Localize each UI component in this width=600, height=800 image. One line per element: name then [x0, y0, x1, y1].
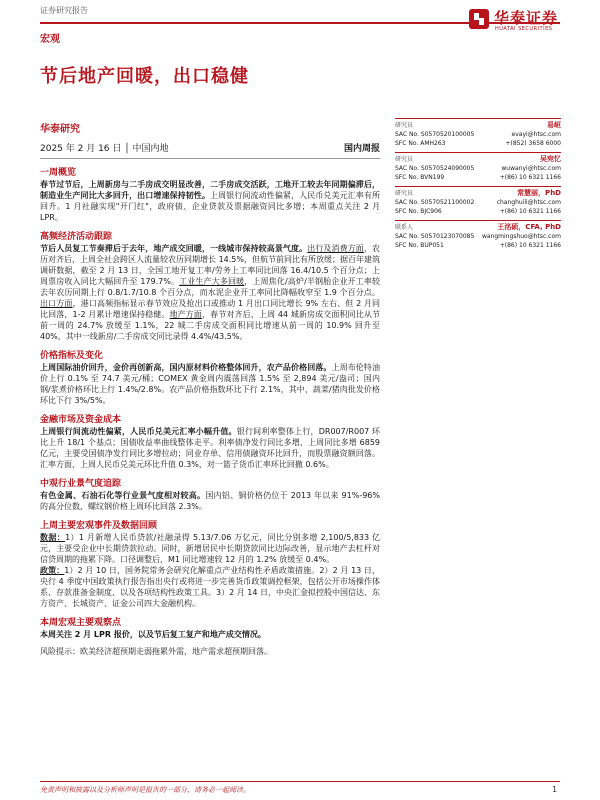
- company-logo: [468, 6, 562, 36]
- analyst-phone: +(86) 10 6321 1166: [499, 208, 561, 215]
- analyst-role: 联系人: [395, 224, 414, 231]
- analyst-card: [395, 118, 561, 148]
- report-type-label: 证券研究报告: [40, 6, 88, 15]
- analyst-sac: SAC No. S0570521100002: [395, 199, 475, 206]
- section-body: [40, 565, 380, 609]
- report-title: 节后地产回暖，出口稳健: [40, 66, 249, 87]
- section-high-frequency: [40, 229, 380, 342]
- key-summary: 本周关注 2 月 LPR 报价，以及节后复工复产和地产成交情况。: [40, 630, 266, 639]
- analyst-sac: SAC No. S0570123070085: [395, 233, 475, 240]
- topic-label: 政策：: [40, 566, 65, 575]
- analyst-panel: [395, 118, 561, 254]
- analyst-phone: +(86) 10 6321 1166: [499, 242, 561, 249]
- analyst-email[interactable]: wangmingshuo@htsc.com: [481, 233, 561, 240]
- topic-text: ，春节对齐后，上周 44 城新房成交面积同比从节前一周的 24.7% 放缓至 1.1%，22 城二手房成交面积同比增速从前一周的 10.9% 回升至 40%，其中一线新房/二手房成交同比录得 4.4%/43.5%。: [40, 310, 381, 341]
- section-weekly-overview: [40, 165, 380, 223]
- section-heading: 本周宏观主要观察点: [40, 618, 122, 628]
- footer-disclaimer: 免责声明和披露以及分析师声明是报告的一部分，请务必一起阅读。: [40, 786, 250, 794]
- analyst-phone: +(852) 3658 6000: [505, 140, 561, 147]
- analyst-card: [395, 186, 561, 216]
- section-body: [40, 490, 380, 512]
- summary-detail: 上周银行间流动性偏紧，人民币兑美元汇率有所回升。1 月社融实现"开门红"，政府债、企业贷款及票据融资同比多增；本周重点关注 2 月 LPR。: [40, 191, 380, 222]
- topic-text: ，港口高频指标显示春节效应及抢出口或推动 1 月出口同比增长 9% 左右、但 2 月同比回落，1-2 月累计增速保持稳健。: [40, 299, 380, 319]
- section-heading: 上周主要宏观事件及数据回顾: [40, 521, 158, 531]
- section-heading: 高频经济活动跟踪: [40, 232, 113, 242]
- analyst-name: 王洺硕，CFA, PhD: [497, 223, 561, 231]
- section-industry-tracking: [40, 476, 380, 512]
- section-heading: 金融市场及资金成本: [40, 415, 122, 425]
- key-summary: 上周国际油价回升，金价再创新高，国内原材料价格整体回升，农产品价格回落。: [40, 363, 332, 372]
- topic-label: 出行及消费方面: [307, 244, 364, 253]
- risk-warning: 风险提示：欧美经济超预期走弱拖累外需，地产需求超预期回落。: [40, 647, 272, 656]
- topic-text: ，上周焦化/高炉/半钢胎企业开工率较去年农历同期上行 0.8/1.7/10.8 个百分点，而水泥企业开工率同比降幅收窄至 1.9 个百分点。: [40, 277, 381, 297]
- topic-label: 地产方面: [169, 310, 203, 319]
- topic-label: 出口方面: [40, 299, 73, 308]
- analyst-role: 研究员: [395, 122, 414, 129]
- key-summary: 上周银行间流动性偏紧，人民币兑美元汇率小幅升值。: [40, 427, 237, 436]
- key-summary: 有色金属、石油石化等行业景气度相对较高。: [40, 491, 206, 500]
- footer-divider: [40, 781, 560, 782]
- section-risk: [40, 646, 380, 657]
- analyst-sfc: SFC No. BJC906: [395, 208, 442, 215]
- analyst-card: [395, 220, 561, 250]
- section-body: [40, 362, 380, 406]
- topic-text: ，农历对齐后，上周全社会跨区人流量较农历同期增长 14.5%，但航节前同比有所放缓；据百年建筑调研数据，截至 2 月 13 日，全国工地开复工率/劳务上工率同比回落 16.4/10.5 个百分点；上周票房收入同比大幅回升至 179.7%。: [40, 244, 381, 286]
- analyst-name: 常慧丽，PhD: [517, 189, 561, 197]
- section-body: [40, 179, 380, 223]
- analyst-phone: +(86) 10 6321 1166: [499, 174, 561, 181]
- report-date: 2025 年 2 月 16 日 │ 中国内地: [40, 144, 169, 154]
- topic-text: 1）1 月新增人民币贷款/社融录得 5.13/7.06 万亿元，同比分别多增 2,100/5,833 亿元，主要受企业中长期贷款拉动。同时，新增居民中长期贷款同比边际改善，显示地产去杠杆对信贷周期的拖累下降。口径调整后，M1 同比增速较 12 月的 1.2% 放缓至 0.4%。: [40, 533, 380, 564]
- topic-label: 工业生产大多回暖: [179, 277, 245, 286]
- section-body: [40, 629, 380, 640]
- analyst-sac: SAC No. S0570524090005: [395, 165, 475, 172]
- analyst-name: 易峘: [547, 121, 561, 129]
- summary-detail: 国内铝、铜价格仍位于 2013 年以来 91%-96% 的高分位数，螺纹钢价格上周环比回落 2.3%。: [40, 491, 380, 511]
- logo-text-en: HUATAI SECURITIES: [495, 26, 553, 32]
- section-body: [40, 426, 380, 470]
- analyst-card: [395, 152, 561, 182]
- analyst-sac: SAC No. S0570520100005: [395, 131, 475, 138]
- section-events-review: [40, 518, 380, 609]
- section-price-indicators: [40, 348, 380, 406]
- summary-detail: 银行间利率整体上行，DR007/R007 环比上升 18/1 个基点；国债收益率曲线整体走平。利率债净发行同比多增，上周同比多增 6859 亿元，主要受国债净发行同比多增拉动；同业存单、信用债融资环比回升，而股票融资额回落。汇率方面，上周人民币兑美元环比升值 0.3%，对一篮子货币汇率环比回撤 0.6%。: [40, 427, 380, 469]
- analyst-role: 研究员: [395, 156, 414, 163]
- section-week-ahead: [40, 615, 380, 640]
- section-body: [40, 243, 380, 342]
- section-body: [40, 532, 380, 565]
- analyst-name: 吴宛忆: [540, 155, 561, 163]
- analyst-sfc: SFC No. AMH263: [395, 140, 446, 147]
- dateline: [40, 141, 380, 159]
- analyst-sfc: SFC No. BVN199: [395, 174, 445, 181]
- topic-text: 1）2 月 10 日，国务院常务会研究化解重点产业结构性矛盾政策措施。2）2 月 13 日，央行 4 季度中国政策执行报告指出央行或将进一步完善货币政策调控框架，包括公开市场操作体系、存款准备金制度、以及各项结构性政策工具。3）2 月 14 日，中央汇金拟控股中国信达、东方资产、长城资产、证金公司四大金融机构。: [40, 566, 380, 608]
- section-tag: 宏观: [40, 34, 60, 45]
- logo-text-cn: 华泰证券: [494, 9, 559, 27]
- analyst-email[interactable]: evayi@htsc.com: [511, 131, 561, 138]
- logo-mark-icon: [468, 8, 490, 30]
- analyst-email[interactable]: wuwanyi@htsc.com: [501, 165, 561, 172]
- main-column: [40, 120, 380, 663]
- report-type: 国内周报: [343, 144, 380, 154]
- section-financial-markets: [40, 412, 380, 470]
- summary-detail: 上周布伦特油价上行 0.1% 至 74.7 美元/桶；COMEX 黄金周内震荡回落 1.5% 至 2,894 美元/盎司；国内钢/浆煮价格环比上行 1.4%/2.8%。农产品价格指数环比下行 2.1%，其中，蔬菜/猪肉批发价格环比下行 3%/5%。: [40, 363, 381, 405]
- analyst-email[interactable]: changhuili@htsc.com: [496, 199, 561, 206]
- organization: 华泰研究: [40, 124, 80, 135]
- page-number: 1: [552, 785, 558, 794]
- section-heading: 中观行业景气度追踪: [40, 479, 122, 489]
- topic-label: 数据：: [40, 533, 66, 542]
- analyst-sfc: SFC No. BUP051: [395, 242, 444, 249]
- analyst-role: 研究员: [395, 190, 414, 197]
- key-summary: 节后人员复工节奏滞后于去年，地产成交回暖，一线城市保持较高景气度。: [40, 244, 308, 253]
- key-summary: 春节过节后，上周新房与二手房成交明显改善，二手房成交活跃，工地开工较去年同期偏滞后，制造业生产同比大多回升，出口增速保持韧性。: [40, 180, 380, 200]
- section-heading: 一周概览: [40, 168, 77, 178]
- section-heading: 价格指标及变化: [40, 351, 104, 361]
